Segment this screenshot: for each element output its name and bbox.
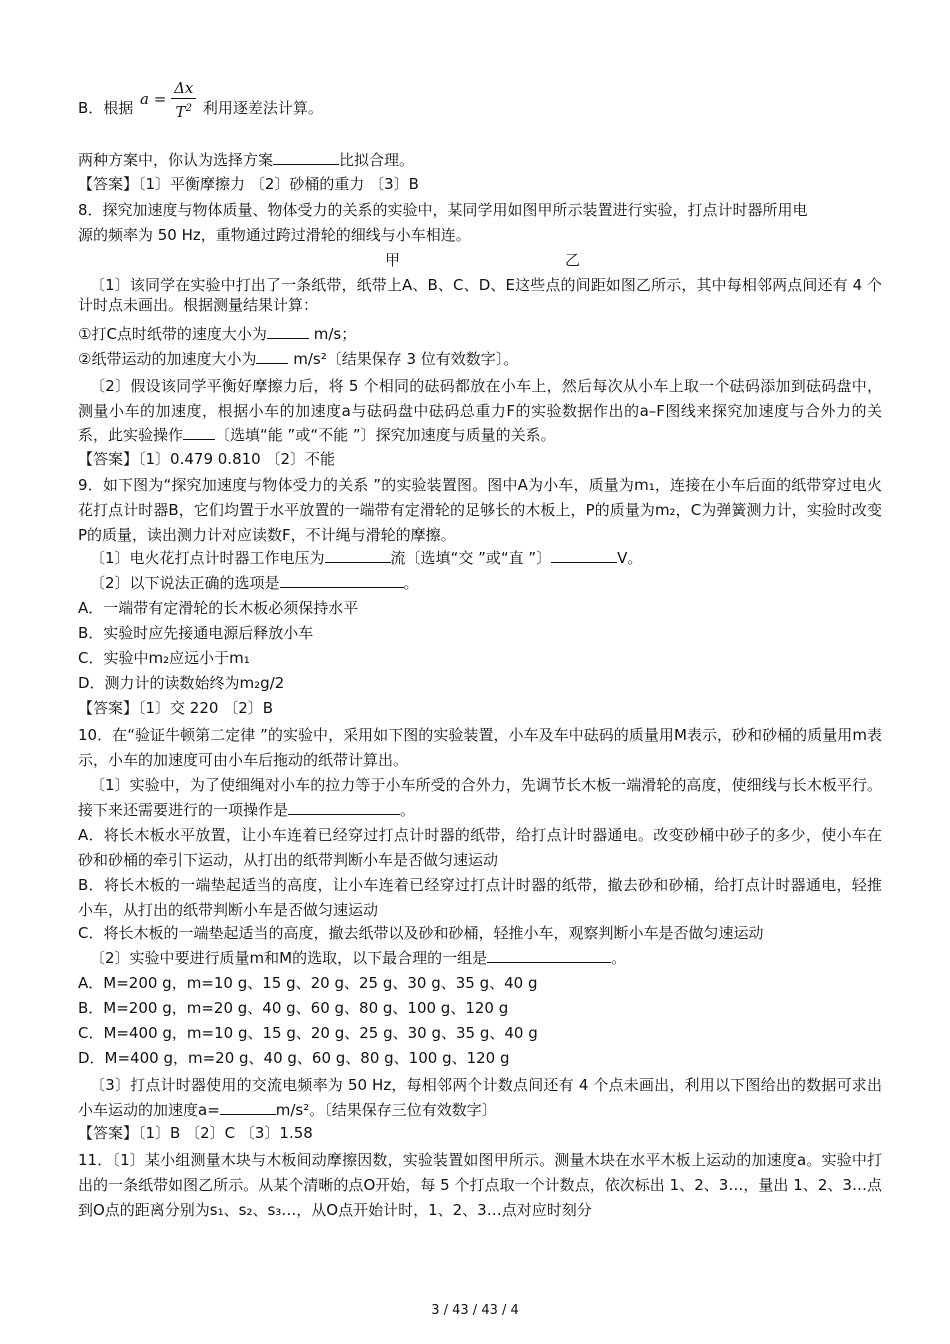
q9-stem: 9．如下图为“探究加速度与物体受力的关系 ”的实验装置图。图中A为小车，质量为m₁，连接在小车后面的纸带穿过电火花打点计时器B，它们均置于水平放置的一端带有定滑轮的足够长的木板上，P的质量为m₂，C为弹簧测力计，实验时改变P的质量，读出测力计对应读数F，不计绳与滑轮的摩擦。: [78, 476, 882, 544]
q8-part1: 〔1〕该同学在实验中打出了一条纸带，纸带上A、B、C、D、E这些点的间距如图乙所示，其中每相邻两点间还有 4 个计时点未画出。根据测量结果计算：: [78, 276, 882, 314]
q9-part1-post: V。: [617, 549, 643, 567]
q8-sub2-blank[interactable]: [256, 349, 288, 364]
q9-answer: 【答案】〔1〕交 220 〔2〕B: [78, 699, 274, 717]
q10-answer: 【答案】〔1〕B 〔2〕C 〔3〕1.58: [78, 1124, 313, 1142]
q10-option2-b: B．M=200 g，m=20 g、40 g、60 g、80 g、100 g、120 g: [78, 999, 509, 1017]
q8-sub2-pre: ②纸带运动的加速度大小为: [78, 350, 257, 368]
q8-stem-line1: 8．探究加速度与物体质量、物体受力的关系的实验中，某同学用如图甲所示装置进行实验，打点计时器所用电: [78, 201, 808, 219]
q10-option2-c: C．M=400 g，m=10 g、15 g、20 g、25 g、30 g、35 g、40 g: [78, 1024, 538, 1042]
formula-denominator: [171, 99, 196, 122]
q7-option-b-prefix: B．根据: [78, 99, 134, 117]
q8-sub1: [78, 324, 882, 344]
q9-part1-mid: 流〔选填“交 ”或“直 ”〕: [390, 549, 552, 567]
q8-part2: [78, 374, 882, 448]
q10-option2-d: D．M=400 g，m=20 g、40 g、60 g、80 g、100 g、120 g: [78, 1049, 510, 1067]
formula-fraction: [171, 78, 196, 122]
formula-den-T: T: [175, 103, 186, 121]
q9-part1-blank2[interactable]: [551, 548, 617, 563]
q7-option-b-suffix: 利用逐差法计算。: [202, 99, 323, 117]
q7-choice: [78, 150, 882, 170]
q10-option2-a: A．M=200 g，m=10 g、15 g、20 g、25 g、30 g、35 g、40 g: [78, 974, 538, 992]
q8-part2-pre: 〔2〕假设该同学平衡好摩擦力后，将 5 个相同的砝码都放在小车上，然后每次从小车上取一个砝码添加到砝码盘中，测量小车的加速度，根据小车的加速度a与砝码盘中砝码总重力F的实验数据作出的a–F图线来探究加速度与合外力的关系，此实验操作: [78, 377, 882, 444]
formula-a: a: [140, 90, 149, 108]
q10-option-b: B．将长木板的一端垫起适当的高度，让小车连着已经穿过打点计时器的纸带，撤去砂和砂桶，给打点计时器通电，轻推小车，从打出的纸带判断小车是否做匀速运动: [78, 876, 882, 919]
acceleration-formula: [140, 78, 196, 122]
q9-part1: [78, 548, 882, 568]
q9-part2-post: 。: [403, 574, 419, 592]
q8-answer: 【答案】〔1〕0.479 0.810 〔2〕不能: [78, 450, 336, 468]
q7-answer: 【答案】〔1〕平衡摩擦力 〔2〕砂桶的重力 〔3〕B: [78, 175, 419, 193]
q10-part3: [78, 1073, 882, 1123]
q9-part2: [78, 573, 882, 593]
q10-option-c: C．将长木板的一端垫起适当的高度，撤去纸带以及砂和砂桶，轻推小车，观察判断小车是否做匀速运动: [78, 924, 764, 942]
q10-part2-post: 。: [611, 949, 627, 967]
q10-part1-post: 。: [400, 801, 416, 819]
q9-part1-pre: 〔1〕电火花打点计时器工作电压为: [90, 549, 325, 567]
q8-sub1-post: m/s；: [313, 325, 357, 343]
q8-sub2: [78, 349, 882, 369]
formula-equals: =: [153, 90, 167, 108]
q7-choice-pre: 两种方案中，你认为选择方案: [78, 151, 274, 169]
q10-part2-blank[interactable]: [487, 948, 611, 963]
q10-part3-blank[interactable]: [220, 1100, 276, 1115]
q8-part2-blank[interactable]: [183, 425, 215, 440]
q10-stem: 10．在“验证牛顿第二定律 ”的实验中，采用如下图的实验装置，小车及车中砝码的质量用M表示，砂和砂桶的质量用m表示，小车的加速度可由小车后拖动的纸带计算出。: [78, 726, 882, 769]
q8-stem-line2: 源的频率为 50 Hz，重物通过跨过滑轮的细线与小车相连。: [78, 226, 471, 244]
page-footer: 3 / 43 / 43 / 4: [431, 1303, 519, 1318]
q10-part3-post: m/s²。〔结果保存三位有效数字〕: [275, 1101, 497, 1119]
q9-option-c: C．实验中m₂应远小于m₁: [78, 649, 250, 667]
q8-part2-post: 〔选填“能 ”或“不能 ”〕探究加速度与质量的关系。: [215, 426, 556, 444]
q9-option-a: A．一端带有定滑轮的长木板必须保持水平: [78, 599, 359, 617]
q7-choice-blank[interactable]: [273, 150, 339, 165]
q10-part1: [78, 773, 882, 823]
q7-choice-post: 比拟合理。: [339, 151, 415, 169]
q10-part2-pre: 〔2〕实验中要进行质量m和M的选取，以下最合理的一组是: [90, 949, 488, 967]
q8-figure-label-jia: 甲: [385, 251, 401, 269]
q10-part1-pre: 〔1〕实验中，为了使细绳对小车的拉力等于小车所受的合外力，先调节长木板一端滑轮的高度，使细线与长木板平行。接下来还需要进行的一项操作是: [78, 776, 882, 819]
q10-part2: [78, 948, 882, 968]
formula-numerator: Δx: [171, 78, 196, 99]
q11-stem: 11．〔1〕某小组测量木块与木板间动摩擦因数，实验装置如图甲所示。测量木块在水平木板上运动的加速度a。实验中打出的一条纸带如图乙所示。从某个清晰的点O开始，每 5 个打点取一个计数点，依次标出 1、2、3…，量出 1、2、3…点到O点的距离分别为s₁、s₂、s₃…，从O点开始计时，1、2、3…点对应时刻分: [78, 1151, 882, 1219]
q10-part1-blank[interactable]: [288, 800, 400, 815]
q9-option-b: B．实验时应先接通电源后释放小车: [78, 624, 314, 642]
q10-part3-pre: 〔3〕打点计时器使用的交流电频率为 50 Hz，每相邻两个计数点间还有 4 个点未画出，利用以下图给出的数据可求出小车运动的加速度a=: [78, 1076, 882, 1119]
q7-option-b: [78, 98, 882, 118]
formula-den-sup: 2: [185, 103, 192, 114]
q8-figure-label-yi: 乙: [565, 251, 581, 269]
q9-part2-pre: 〔2〕以下说法正确的选项是: [90, 574, 280, 592]
q8-sub1-blank[interactable]: [267, 324, 309, 339]
q9-part1-blank1[interactable]: [325, 548, 391, 563]
q9-part2-blank[interactable]: [280, 573, 404, 588]
q10-option-a: A．将长木板水平放置，让小车连着已经穿过打点计时器的纸带，给打点计时器通电。改变砂桶中砂子的多少，使小车在砂和砂桶的牵引下运动，从打出的纸带判断小车是否做匀速运动: [78, 826, 882, 869]
q8-sub2-post: m/s²〔结果保存 3 位有效数字〕。: [293, 350, 519, 368]
q8-sub1-pre: ①打C点时纸带的速度大小为: [78, 325, 267, 343]
q9-option-d: D．测力计的读数始终为m₂g/2: [78, 674, 285, 692]
